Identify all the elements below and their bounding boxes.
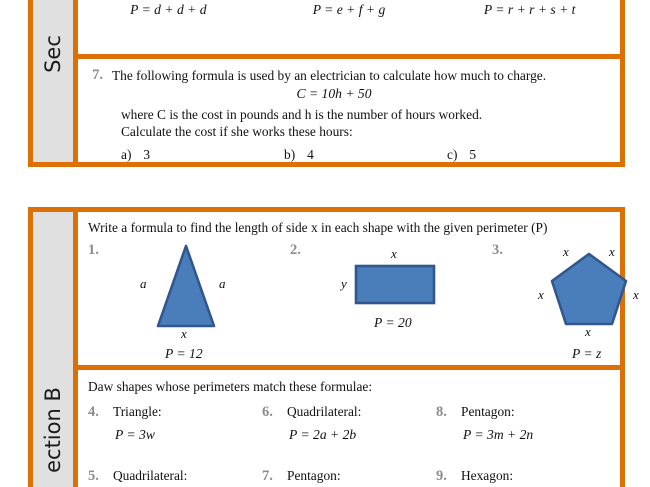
pentagon-label-right: x: [633, 287, 639, 302]
shape-2-number: 2.: [290, 242, 301, 258]
draw-item-5: [88, 468, 262, 487]
section-b-tab: [33, 212, 78, 487]
section-a-panel: [28, 0, 625, 167]
section-a-body: [78, 0, 620, 162]
rectangle-icon: [356, 266, 434, 303]
shape-item-3: [492, 240, 650, 361]
draw-8-number: 8.: [436, 404, 447, 420]
draw-band: [78, 365, 620, 487]
formula-text: P = d + d + d: [130, 2, 207, 17]
draw-4-formula: P = 3w: [115, 427, 155, 442]
draw-8-formula: P = 3m + 2n: [463, 427, 534, 442]
pentagon-icon: [552, 254, 626, 324]
part-value: 4: [307, 147, 314, 162]
draw-4-number: 4.: [88, 404, 99, 420]
question-7-prompt: The following formula is used by an electrician to calculate how much to charge.: [112, 68, 547, 83]
draw-row-2: [88, 468, 610, 487]
pentagon-perimeter: P = z: [572, 346, 602, 361]
formula-cell-1: [78, 1, 259, 19]
formula-text: P = r + r + s + t: [483, 2, 576, 17]
question-7-parts: [121, 147, 610, 163]
section-a-formula-band: [78, 0, 620, 54]
pentagon-shape-svg: [514, 240, 650, 352]
part-value: 3: [143, 147, 151, 162]
question-7-part-a: [121, 147, 284, 163]
shape-3-number: 3.: [492, 242, 503, 258]
section-a-tab: [33, 0, 78, 162]
pentagon-figure: [514, 240, 650, 361]
triangle-perimeter: P = 12: [165, 346, 203, 361]
question-7-number: 7.: [92, 67, 103, 83]
section-b-panel: [28, 207, 639, 487]
shapes-band: [78, 212, 639, 365]
draw-item-9: [436, 468, 610, 487]
question-7-band: [78, 54, 620, 162]
pentagon-label-top-left: x: [563, 244, 569, 259]
triangle-label-right: a: [219, 276, 226, 291]
draw-item-7: [262, 468, 436, 487]
shape-item-2: [290, 240, 492, 352]
draw-7-number: 7.: [262, 468, 273, 484]
question-7-prompt-line: [88, 67, 610, 84]
draw-5-title: Quadrilateral:: [113, 468, 188, 483]
triangle-label-left: a: [140, 276, 147, 291]
rectangle-figure: [312, 240, 492, 352]
draw-9-title: Hexagon:: [461, 468, 514, 483]
formula-cell-3: [439, 1, 620, 19]
question-7-formula: C = 10h + 50: [296, 86, 372, 101]
draw-item-8: [436, 404, 610, 444]
triangle-icon: [158, 246, 214, 326]
pentagon-label-top-right: x: [609, 244, 615, 259]
pentagon-label-left: x: [538, 287, 544, 302]
question-7-instruction: Calculate the cost if she works these hours:: [121, 124, 353, 139]
section-b-body: [78, 212, 639, 487]
formula-text: P = e + f + g: [312, 2, 386, 17]
question-7-part-c: [447, 147, 610, 163]
part-value: 5: [469, 147, 477, 162]
shapes-heading: Write a formula to find the length of side x in each shape with the given perimeter (P): [88, 220, 548, 235]
draw-heading: Daw shapes whose perimeters match these formulae:: [88, 379, 373, 394]
draw-4-title: Triangle:: [113, 404, 162, 419]
draw-6-title: Quadrilateral:: [287, 404, 362, 419]
part-label: c): [447, 147, 458, 162]
section-a-tab-label: Sec: [41, 34, 65, 73]
draw-item-6: [262, 404, 436, 444]
shape-1-number: 1.: [88, 242, 99, 258]
draw-7-title: Pentagon:: [287, 468, 341, 483]
rectangle-label-top: x: [391, 246, 397, 261]
rectangle-shape-svg: [312, 240, 492, 352]
rectangle-label-left: y: [341, 276, 347, 291]
part-label: a): [121, 147, 132, 162]
question-7-where-line: where C is the cost in pounds and h is the number of hours worked.: [121, 107, 483, 122]
draw-8-title: Pentagon:: [461, 404, 515, 419]
draw-9-number: 9.: [436, 468, 447, 484]
triangle-figure: [110, 240, 290, 361]
rectangle-perimeter: P = 20: [374, 315, 412, 330]
draw-6-number: 6.: [262, 404, 273, 420]
question-7-formula-line: [88, 85, 610, 103]
part-label: b): [284, 147, 296, 162]
draw-item-4: [88, 404, 262, 444]
shape-item-1: [88, 240, 290, 361]
shapes-row: [88, 240, 639, 361]
draw-5-number: 5.: [88, 468, 99, 484]
triangle-shape-svg: [110, 240, 290, 352]
formula-cell-2: [259, 1, 440, 19]
question-7-part-b: [284, 147, 447, 163]
formula-row: [78, 0, 620, 54]
draw-row-1: [88, 404, 610, 444]
draw-6-formula: P = 2a + 2b: [289, 427, 357, 442]
section-b-tab-label: ection B: [41, 386, 65, 473]
pentagon-label-bottom: x: [585, 324, 591, 339]
triangle-label-base: x: [181, 326, 187, 341]
